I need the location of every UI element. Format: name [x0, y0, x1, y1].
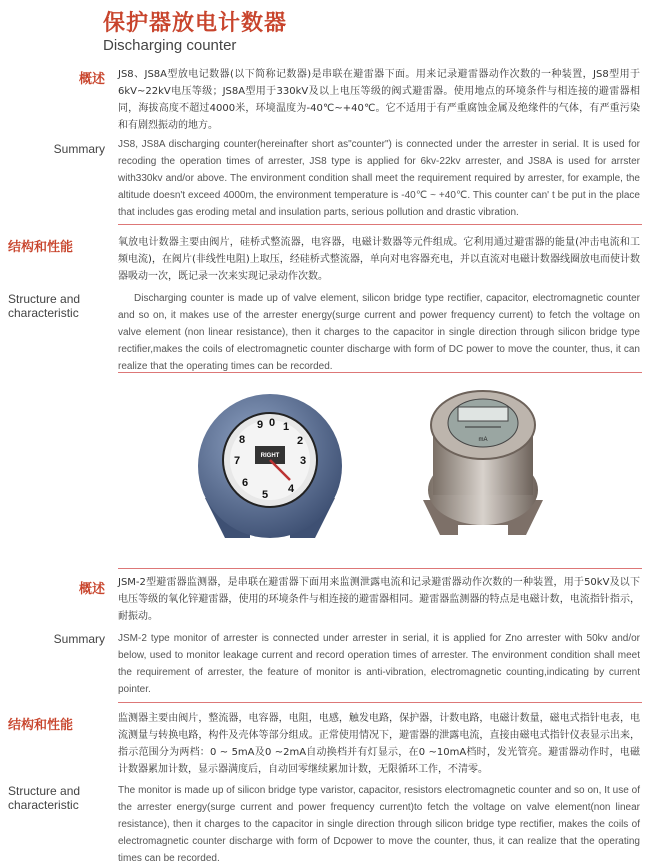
dial-number: 0: [268, 417, 276, 429]
page-title-en: Discharging counter: [103, 37, 237, 54]
monitor-unit: mA: [478, 437, 488, 443]
summary-en-text: JS8, JS8A discharging counter(hereinafter short as"counter") is connected under the arrester in serial. It is used for recoding the operation times of arrester, JS8 type is applied for 6kv-22kv arrester, and JS8A is used for arrster with330kv and/or above. The environment condition shall meet the requirement required by arrester, for example, the altitude doesn't exceed 4000m, the environment temperature is -40℃ ~ +40℃. This counter can' t be put in the place that includes gas eroding metal and insulation parts, serious pollution and drastic vibration.: [118, 139, 640, 218]
summary-cn-label: 概述: [78, 72, 105, 87]
section-divider: [118, 702, 642, 703]
structure-en-label-line1: Structure and: [8, 784, 81, 798]
summary-en-label: Summary: [53, 632, 105, 646]
dial-number: 9: [256, 419, 264, 431]
page-title-cn: 保护器放电计数器: [103, 11, 288, 36]
structure-cn-text: 监测器主要由阀片，整流器，电容器，电阻，电感，触发电路，保护器，计数电路，电磁计数量，磁电式指针电表，电流测量与转换电路，构件及壳体等部分组成。正常使用情况下，避雷器的泄露电流，直接由磁电式指针仪表显示出来，指示范围分为两档：0 ~ 5mA及0 ~2mA自动换档并有灯显示，在0 ~10mA档时，发光管亮。避雷器动作时，电磁计数器累加计数，显示器满度后，自动回零继续累加计数，无限循环工作，不清零。: [118, 713, 640, 775]
summary-cn-text: JS8、JS8A型放电记数器(以下简称记数器)是串联在避雷器下面。用来记录避雷器动作次数的一种装置，JS8型用于6kV~22kV电压等级；JS8A型用于330kV及以上电压等级的阀式避雷器。使用地点的环境条件与相连接的避雷器相同，海拔高度不超过4000米，环境温度为-40℃~+40℃。它不适用于有严重腐蚀金属及绝缘件的气体，有严重污染和有剧烈振动的地方。: [118, 69, 640, 131]
dial-number: 5: [261, 489, 269, 501]
arrester-monitor-photo: [418, 385, 548, 550]
dial-number: 8: [238, 434, 246, 446]
dial-brand: RIGHT: [260, 453, 280, 459]
section-divider: [118, 224, 642, 225]
structure-cn-text: 氧放电计数器主要由阀片，硅桥式整流器，电容器，电磁计数器等元件组成。它利用通过避雷器的能量(冲击电流和工频电流)，在阀片(非线性电阻)上取压，经硅桥式整流器，单向对电容器充电，并以直流对电磁计数器线圈放电而使计数器吸动一次，既记录一次来实现记录动作次数。: [118, 237, 640, 282]
discharge-counter-photo: [195, 388, 345, 548]
structure-en-label-line2: characteristic: [8, 798, 79, 812]
dial-number: 6: [241, 477, 249, 489]
structure-cn-label: 结构和性能: [8, 240, 74, 255]
structure-en-text: The monitor is made up of silicon bridge type varistor, capacitor, resistors electromagnetic counter and so on, It use of the arrester energy(surge current and power frequency current)to fetch the voltage on valve element(non linear resistance), then it charges to the capacitor in single direction through silicon bridge type rectifier, makes the coils of electromagnetic counter discharge with form of Dcpower to move the counter, thus, it can realize that the operating times can be recorded.: [118, 785, 640, 864]
structure-en-text: Discharging counter is made up of valve element, silicon bridge type rectifier, capacitor, electromagnetic counter and so on, it makes use of the arrester energy(surge current and power frequency current) to fetch the voltage on valve element (non linear resistance), then it charges to the capacitor in single direction through silicon bridge type rectifier,makes the coils of electromagnetic counter discharge with form of DC power to move the counter, thus, it can realize that the operating times can be recorded.: [118, 293, 640, 372]
structure-cn-label: 结构和性能: [8, 718, 74, 733]
dial-number: 3: [299, 455, 307, 467]
summary-cn-text: JSM-2型避雷器监测器，是串联在避雷器下面用来监测泄露电流和记录避雷器动作次数的一种装置，用于50kV及以下电压等级的氧化锌避雷器，使用的环境条件与相连接的避雷器相同。避雷器监测器的特点是电磁计数，电流指针指示，耐振动。: [118, 577, 640, 622]
summary-cn-label: 概述: [78, 582, 105, 597]
structure-en-label-line1: Structure and: [8, 292, 81, 306]
section-divider: [118, 372, 642, 373]
structure-en-label: [8, 292, 103, 320]
summary-en-text: JSM-2 type monitor of arrester is connected under arrester in serial, it is applied for Zno arrester with 50kv and/or below, used to monitor leakage current and record operation times of arrester. The environment condition shall meet the requirement of arrester, the feature of monitor is anti-vibration, electromagnetic counting,indicating by current pointer.: [118, 633, 640, 695]
summary-en-label: Summary: [53, 142, 105, 156]
dial-number: 1: [282, 421, 290, 433]
section-divider: [118, 568, 642, 569]
dial-number: 4: [287, 483, 295, 495]
dial-number: 2: [296, 435, 304, 447]
dial-number: 7: [233, 455, 241, 467]
structure-en-label-line2: characteristic: [8, 306, 79, 320]
structure-en-label: [8, 784, 103, 812]
